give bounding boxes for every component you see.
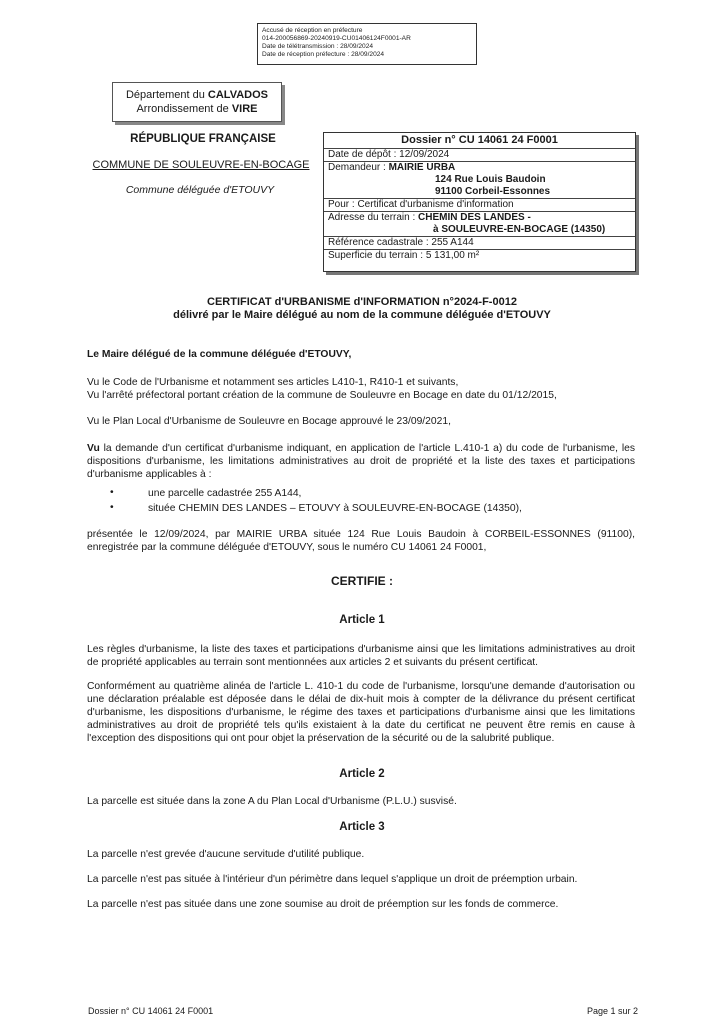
vu-paragraph: Vu le Plan Local d'Urbanisme de Souleuvre en Bocage approuvé le 23/09/2021,	[87, 416, 451, 427]
presentee-paragraph: présentée le 12/09/2024, par MAIRIE URBA située 124 Rue Louis Baudoin à CORBEIL-ESSONNES (91100), enregistrée par la commune déléguée d'ETOUVY, sous le numéro CU 14061 24 F0001,	[87, 529, 635, 553]
dossier-superficie: Superficie du terrain : 5 131,00 m²	[328, 250, 480, 261]
certificate-title: CERTIFICAT d'URBANISME d'INFORMATION n°2024-F-0012	[207, 296, 517, 308]
article-heading: Article 2	[339, 768, 385, 780]
commune-deleguee: Commune déléguée d'ETOUVY	[125, 184, 275, 196]
certificate-subtitle: délivré par le Maire délégué au nom de la commune déléguée d'ETOUVY	[173, 309, 551, 321]
bullet-icon: •	[110, 502, 114, 513]
republic-title: RÉPUBLIQUE FRANÇAISE	[130, 133, 276, 145]
receipt-line: Date de réception préfecture : 28/09/2024	[262, 51, 385, 58]
article-paragraph: La parcelle n'est pas située à l'intérieur d'un périmètre dans lequel s'applique un droit de préemption urbain.	[87, 874, 578, 885]
dossier-adresse: Adresse du terrain : CHEMIN DES LANDES - à SOULEUVRE-EN-BOCAGE (14350)	[324, 212, 635, 237]
vu-paragraph: Vu le Code de l'Urbanisme et notamment ses articles L410-1, R410-1 et suivants,	[87, 377, 459, 388]
bullet-item: une parcelle cadastrée 255 A144,	[148, 488, 302, 499]
article-heading: Article 3	[339, 821, 385, 833]
receipt-line: Accusé de réception en préfecture	[262, 27, 363, 34]
commune-name: COMMUNE DE SOULEUVRE-EN-BOCAGE	[92, 159, 310, 171]
article-paragraph: Conformément au quatrième alinéa de l'article L. 410-1 du code de l'urbanisme, lorsqu'une demande d'autorisation ou une déclaration préalable est déposée dans le délai de dix-huit mois à compter de la délivrance du présent certificat d'urbanisme, les dispositions d'urbanisme, le régime des taxes et participations d'urbanisme ainsi que les limitations administratives au droit de propriété tels qu'ils existaient à la date du certificat ne peuvent être remis en cause à l'exception des dispositions qui ont pour objet la préservation de la sécurité ou de la salubrité publique.	[87, 681, 635, 744]
dossier-demandeur: Demandeur : MAIRIE URBA 124 Rue Louis Baudoin 91100 Corbeil-Essonnes	[324, 162, 635, 199]
department-line: Département du CALVADOS	[125, 89, 269, 101]
article-heading: Article 1	[339, 614, 385, 626]
certifie-heading: CERTIFIE :	[331, 574, 393, 588]
dossier-reference: Référence cadastrale : 255 A144	[324, 237, 635, 250]
receipt-line: 014-200056869-20240919-CU01406124F0001-AR	[262, 35, 411, 42]
arrondissement-line: Arrondissement de VIRE	[136, 103, 258, 115]
footer-dossier: Dossier n° CU 14061 24 F0001	[88, 1006, 214, 1016]
bullet-item: située CHEMIN DES LANDES – ETOUVY à SOULEUVRE-EN-BOCAGE (14350),	[148, 503, 522, 514]
receipt-stamp	[257, 23, 477, 65]
article-paragraph: Les règles d'urbanisme, la liste des taxes et participations d'urbanisme ainsi que les limitations administratives au droit de propriété applicables au terrain sont mentionnées aux articles 2 et suivants du présent certificat.	[87, 644, 635, 668]
receipt-line: Date de télétransmission : 28/09/2024	[262, 43, 374, 50]
bullet-icon: •	[110, 487, 114, 498]
article-paragraph: La parcelle n'est pas située dans une zone soumise au droit de préemption sur les fonds de commerce.	[87, 899, 559, 910]
article-paragraph: La parcelle n'est grevée d'aucune servitude d'utilité publique.	[87, 849, 365, 860]
vu-paragraph: Vu l'arrêté préfectoral portant création de la commune de Souleuvre en Bocage en date du 01/12/2015,	[87, 390, 557, 401]
footer-page-number: Page 1 sur 2	[586, 1006, 638, 1016]
dossier-box	[323, 132, 636, 272]
article-paragraph: La parcelle est située dans la zone A du Plan Local d'Urbanisme (P.L.U.) susvisé.	[87, 796, 457, 807]
dossier-pour: Pour : Certificat d'urbanisme d'information	[324, 199, 635, 212]
maire-heading: Le Maire délégué de la commune déléguée d'ETOUVY,	[87, 349, 352, 360]
vu-paragraph: Vu la demande d'un certificat d'urbanisme indiquant, en application de l'article L.410-1 a) du code de l'urbanisme, les dispositions d'urbanisme, les limitations administratives au droit de propriété et la liste des taxes et participations d'urbanisme applicables à :	[87, 443, 635, 480]
dossier-title: Dossier n° CU 14061 24 F0001	[324, 133, 635, 149]
dossier-depot: Date de dépôt : 12/09/2024	[324, 149, 635, 162]
department-box	[112, 82, 282, 122]
